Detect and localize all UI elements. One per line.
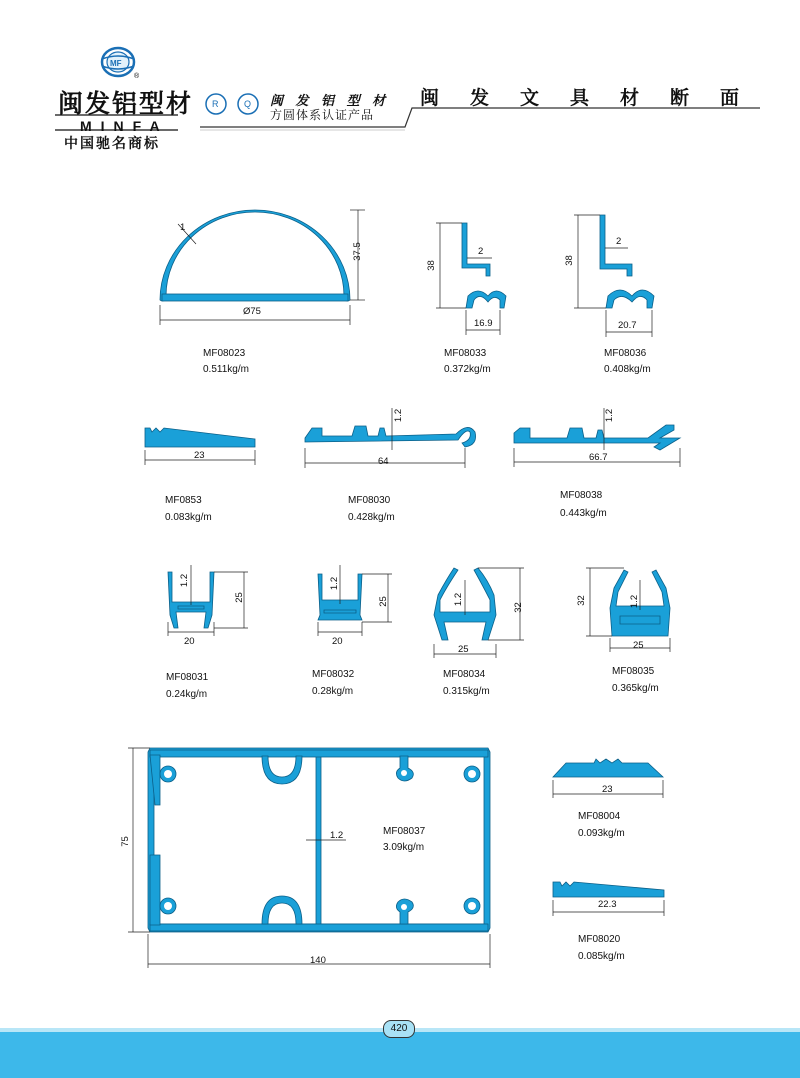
profile-weight: 0.093kg/m bbox=[578, 828, 625, 839]
profile-mf08023 bbox=[160, 210, 350, 301]
dim-label: 75 bbox=[119, 836, 131, 847]
profile-code: MF08037 bbox=[383, 826, 426, 837]
profile-code: MF0853 bbox=[165, 495, 202, 506]
dim-label: 25 bbox=[458, 644, 469, 655]
profile-mf0853 bbox=[145, 428, 255, 447]
dim-label: Ø75 bbox=[243, 306, 261, 317]
profile-weight: 0.443kg/m bbox=[560, 508, 607, 519]
profile-code: MF08033 bbox=[444, 348, 487, 359]
dim-label: 1.2 bbox=[330, 830, 344, 841]
profile-mf08030 bbox=[305, 426, 476, 447]
profile-mf08020 bbox=[553, 882, 664, 897]
profile-weight: 0.083kg/m bbox=[165, 512, 212, 523]
brand-latin: MINFA bbox=[80, 118, 169, 134]
dim-label: 2 bbox=[478, 246, 484, 257]
page-number: 420 bbox=[383, 1020, 415, 1038]
logo-text: MF bbox=[110, 59, 122, 68]
dim-label: 1.2 bbox=[629, 594, 641, 609]
cert-text: 方圆体系认证产品 bbox=[270, 108, 375, 122]
page-heading: 闽发文具材断面 bbox=[420, 87, 771, 109]
profile-weight: 0.085kg/m bbox=[578, 951, 625, 962]
profile-weight: 0.315kg/m bbox=[443, 686, 490, 697]
dim-label: 16.9 bbox=[474, 318, 493, 329]
dim-label: 32 bbox=[575, 595, 587, 606]
profile-mf08004 bbox=[553, 759, 663, 777]
brand-tagline: 中国驰名商标 bbox=[64, 135, 160, 151]
profile-weight: 0.372kg/m bbox=[444, 364, 491, 375]
dim-label: 20 bbox=[332, 636, 343, 647]
profile-code: MF08031 bbox=[166, 672, 209, 683]
dim-label: 1.2 bbox=[393, 408, 405, 423]
dim-label: 38 bbox=[425, 260, 437, 271]
dim-label: 23 bbox=[194, 450, 205, 461]
profile-code: MF08036 bbox=[604, 348, 647, 359]
dim-label: 1.2 bbox=[329, 576, 341, 591]
dim-label: 66.7 bbox=[589, 452, 608, 463]
profile-weight: 3.09kg/m bbox=[383, 842, 425, 853]
dim-label: 25 bbox=[633, 640, 644, 651]
cert-r-label: R bbox=[212, 99, 219, 109]
profile-mf08033 bbox=[462, 223, 490, 276]
dim-label: 25 bbox=[233, 592, 245, 603]
profile-code: MF08020 bbox=[578, 934, 621, 945]
profile-code: MF08035 bbox=[612, 666, 655, 677]
dim-label: 38 bbox=[563, 255, 575, 266]
dim-label: 64 bbox=[378, 456, 389, 467]
dim-label: 1.2 bbox=[453, 592, 465, 607]
dim-label: 25 bbox=[377, 596, 389, 607]
profile-code: MF08004 bbox=[578, 811, 621, 822]
profile-weight: 0.365kg/m bbox=[612, 683, 659, 694]
dim-label: 23 bbox=[602, 784, 613, 795]
profile-code: MF08032 bbox=[312, 669, 355, 680]
cert-brand: 闽 发 铝 型 材 bbox=[270, 94, 390, 109]
dim-label: 22.3 bbox=[598, 899, 617, 910]
dim-label: 20 bbox=[184, 636, 195, 647]
dim-label: 140 bbox=[310, 955, 326, 966]
profile-code: MF08034 bbox=[443, 669, 486, 680]
brand-name: 闽发铝型材 bbox=[58, 89, 194, 118]
profile-weight: 0.511kg/m bbox=[203, 364, 249, 375]
dim-label: 1 bbox=[180, 222, 186, 233]
dim-label: 2 bbox=[616, 236, 622, 247]
profile-weight: 0.408kg/m bbox=[604, 364, 651, 375]
dim-label: 20.7 bbox=[618, 320, 637, 331]
profile-code: MF08030 bbox=[348, 495, 391, 506]
dim-label: 1.2 bbox=[604, 408, 616, 423]
profile-mf08038 bbox=[514, 425, 680, 450]
dim-label: 32 bbox=[512, 602, 524, 613]
dim-label: 1.2 bbox=[179, 573, 191, 588]
profile-weight: 0.428kg/m bbox=[348, 512, 395, 523]
dim-label: 37.5 bbox=[351, 242, 363, 261]
profile-code: MF08023 bbox=[203, 348, 246, 359]
profile-weight: 0.28kg/m bbox=[312, 686, 354, 697]
svg-text:®: ® bbox=[134, 73, 140, 80]
cert-q-label: Q bbox=[244, 99, 252, 109]
profile-drawings bbox=[0, 160, 800, 1020]
profile-weight: 0.24kg/m bbox=[166, 689, 208, 700]
profile-code: MF08038 bbox=[560, 490, 603, 501]
